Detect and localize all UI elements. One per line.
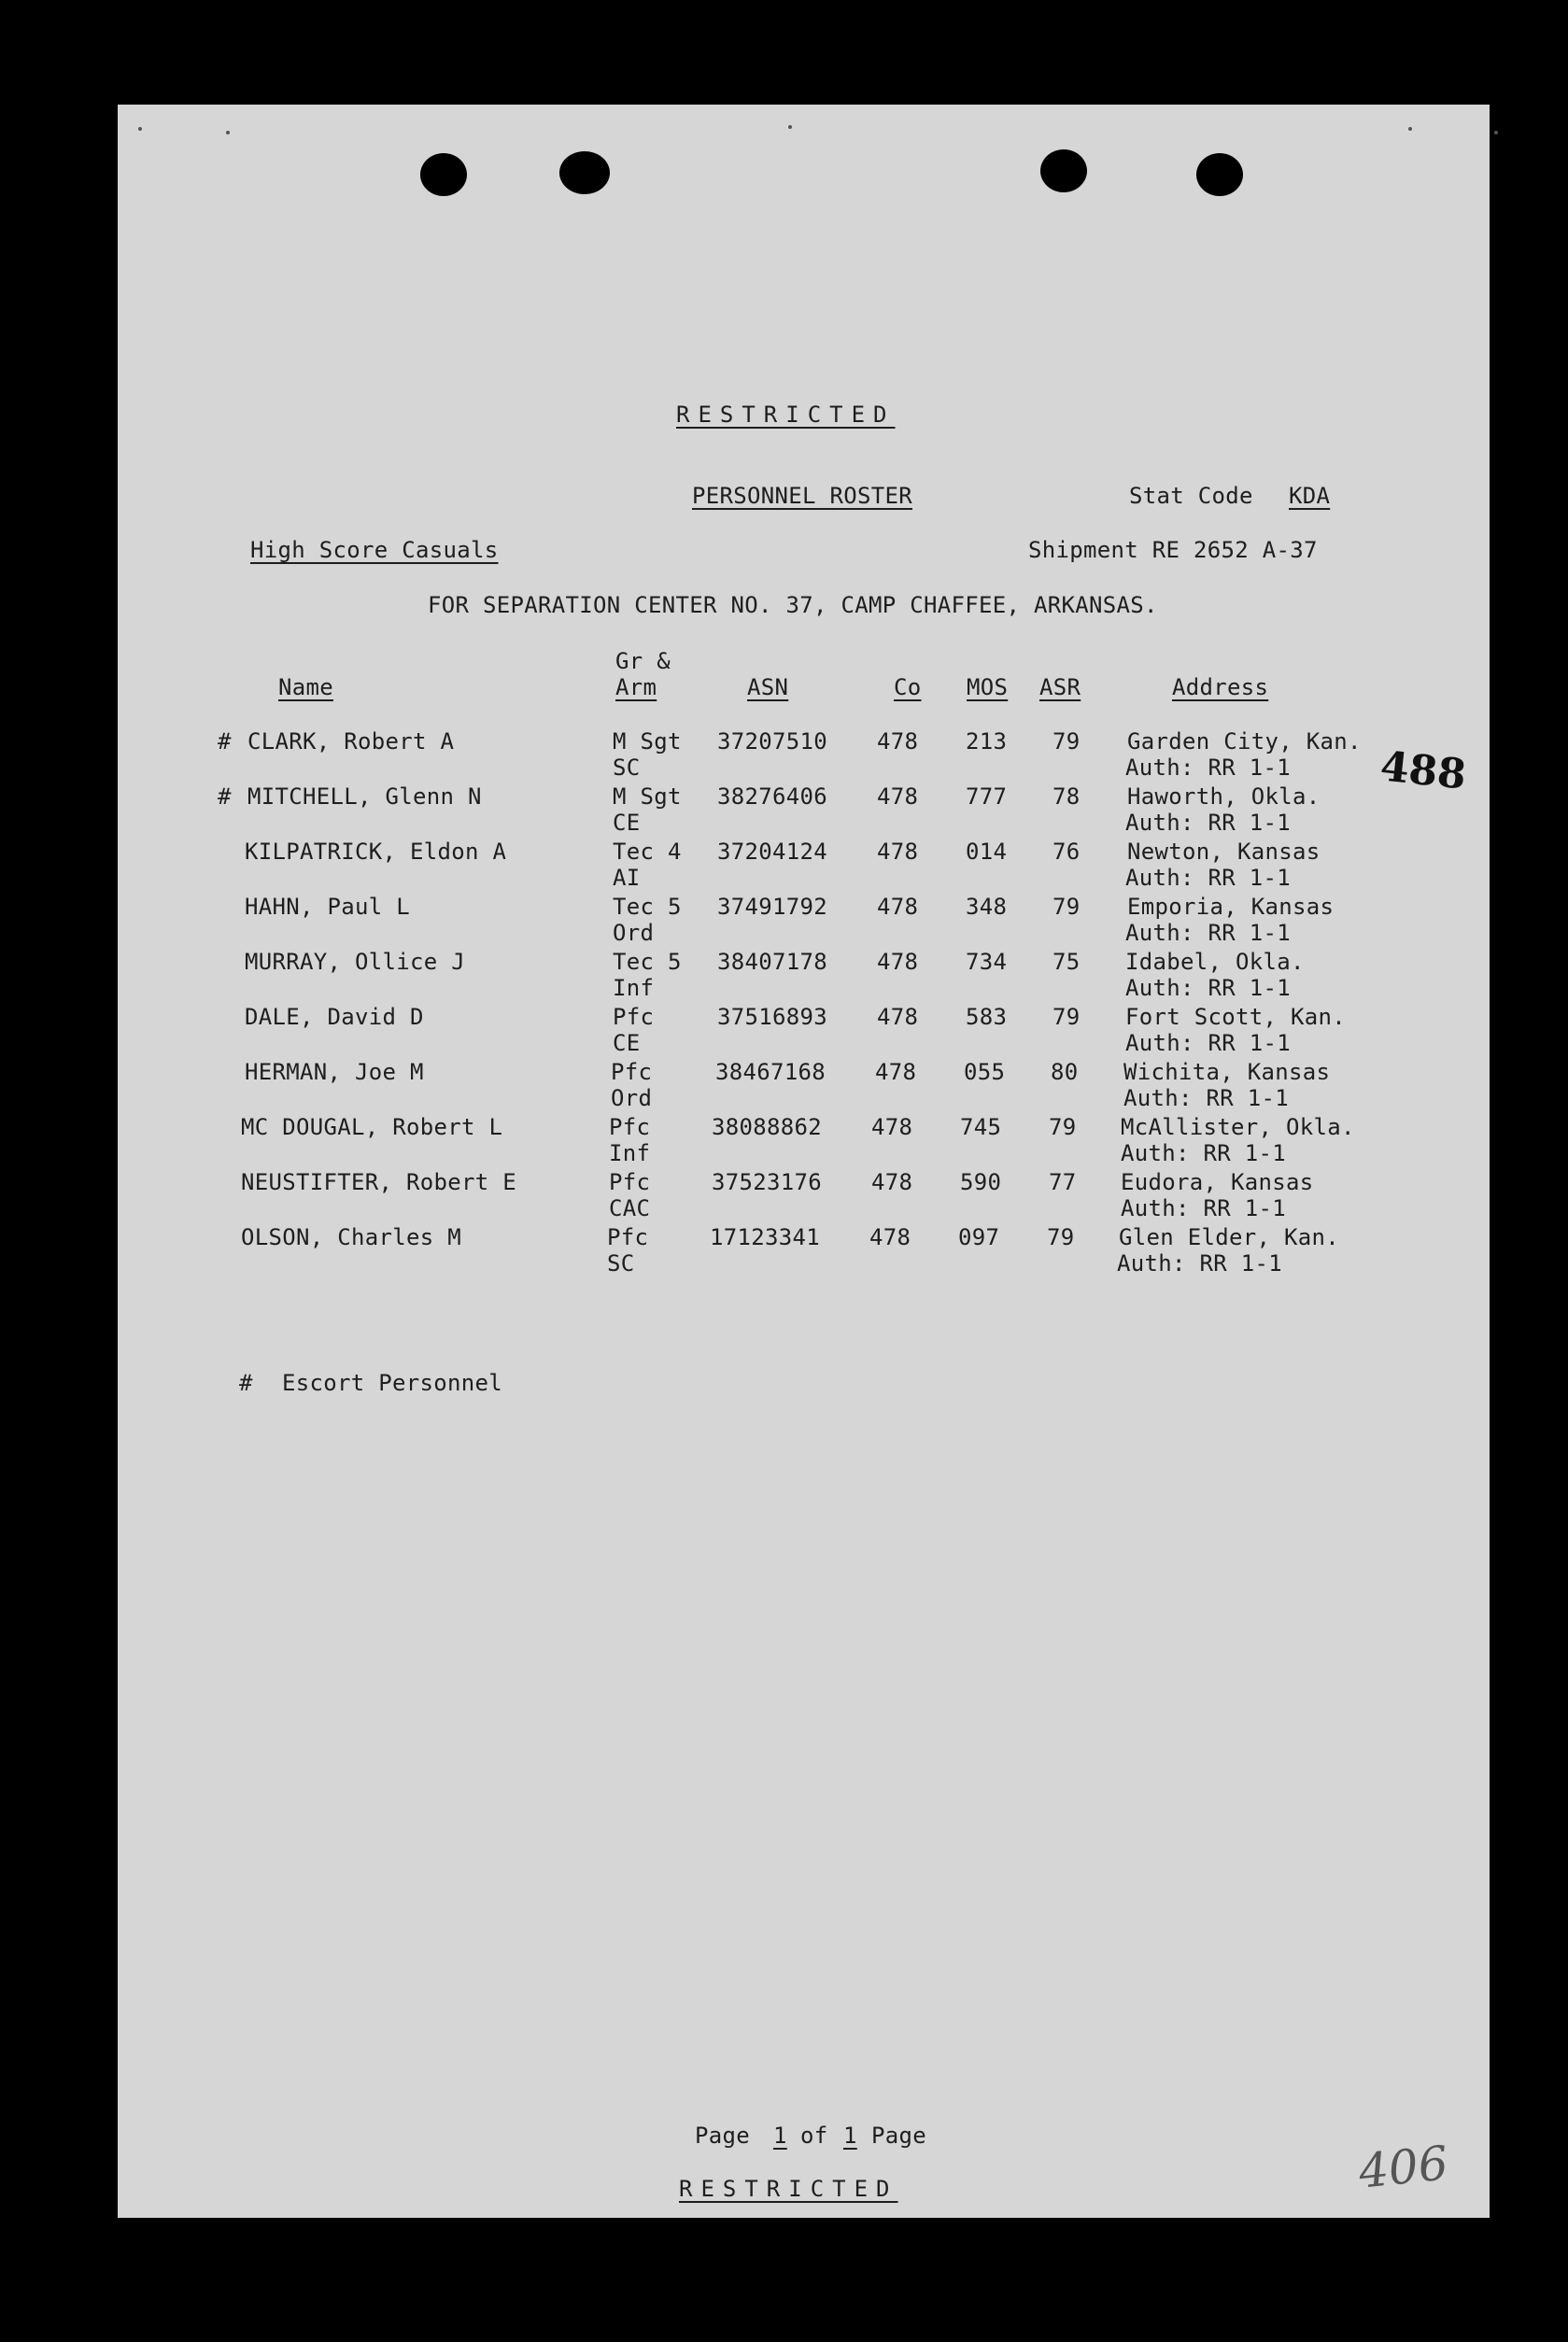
row-asn: 37516893: [717, 1004, 827, 1030]
row-name: CLARK, Robert A: [247, 728, 455, 755]
col-grade-bottom: Arm: [615, 674, 657, 700]
row-asn: 38276406: [717, 783, 827, 810]
row-grade: Tec 5: [613, 894, 682, 920]
punch-hole: [559, 151, 610, 194]
row-arm: CE: [613, 1030, 641, 1056]
row-asn: 37207510: [717, 728, 827, 755]
row-arm: Inf: [609, 1140, 651, 1166]
row-co: 478: [871, 1169, 913, 1195]
row-grade: M Sgt: [613, 783, 682, 810]
row-name: MURRAY, Ollice J: [245, 949, 465, 975]
row-asr: 79: [1049, 1114, 1077, 1140]
row-asr: 79: [1052, 1004, 1081, 1030]
shipment-number: Shipment RE 2652 A-37: [1028, 537, 1318, 563]
row-asn: 37523176: [712, 1169, 822, 1195]
row-name: HAHN, Paul L: [245, 894, 410, 920]
row-grade: M Sgt: [613, 728, 682, 755]
handwritten-page-note: 406: [1356, 2136, 1451, 2199]
row-mos: 745: [960, 1114, 1002, 1140]
page-number: 1: [773, 2123, 787, 2149]
col-name: Name: [278, 674, 333, 700]
row-auth: Auth: RR 1-1: [1117, 1250, 1282, 1277]
row-arm: CE: [613, 810, 641, 836]
row-auth: Auth: RR 1-1: [1123, 1085, 1289, 1111]
row-arm: SC: [607, 1250, 635, 1277]
row-grade: Tec 4: [613, 839, 682, 865]
row-address: Glen Elder, Kan.: [1119, 1224, 1339, 1250]
row-co: 478: [877, 839, 919, 865]
col-co: Co: [894, 674, 922, 700]
of-word: of: [800, 2123, 828, 2149]
speck: [138, 127, 142, 131]
row-co: 478: [877, 1004, 919, 1030]
row-co: 478: [877, 728, 919, 755]
row-arm: SC: [613, 755, 641, 781]
separation-center: FOR SEPARATION CENTER NO. 37, CAMP CHAFFEE, ARKANSAS.: [428, 592, 1158, 618]
row-co: 478: [877, 894, 919, 920]
row-mos: 590: [960, 1169, 1002, 1195]
row-asr: 78: [1052, 783, 1081, 810]
row-mos: 777: [966, 783, 1008, 810]
stat-code-value: KDA: [1289, 483, 1331, 509]
row-asn: 17123341: [710, 1224, 820, 1250]
row-auth: Auth: RR 1-1: [1125, 755, 1291, 781]
speck: [1494, 131, 1498, 134]
row-arm: Ord: [611, 1085, 653, 1111]
row-name: OLSON, Charles M: [241, 1224, 461, 1250]
handwritten-stamp-number: 488: [1377, 742, 1469, 799]
row-auth: Auth: RR 1-1: [1125, 865, 1291, 891]
row-grade: Pfc: [613, 1004, 655, 1030]
row-auth: Auth: RR 1-1: [1125, 920, 1291, 946]
row-auth: Auth: RR 1-1: [1125, 975, 1291, 1001]
speck: [788, 125, 792, 129]
row-asr: 76: [1052, 839, 1081, 865]
classification-top: RESTRICTED: [676, 402, 896, 428]
row-address: Wichita, Kansas: [1123, 1059, 1331, 1085]
row-address: Idabel, Okla.: [1125, 949, 1305, 975]
row-co: 478: [869, 1224, 911, 1250]
row-mos: 734: [966, 949, 1008, 975]
row-asr: 80: [1051, 1059, 1079, 1085]
row-arm: AI: [613, 865, 641, 891]
row-mos: 097: [958, 1224, 1000, 1250]
page-word: Page: [695, 2123, 750, 2149]
row-co: 478: [877, 783, 919, 810]
row-arm: Ord: [613, 920, 655, 946]
punch-hole: [1040, 149, 1087, 192]
row-address: Newton, Kansas: [1127, 839, 1321, 865]
row-name: MITCHELL, Glenn N: [247, 783, 482, 810]
document-title: PERSONNEL ROSTER: [692, 483, 912, 509]
punch-hole: [420, 153, 467, 196]
row-auth: Auth: RR 1-1: [1121, 1140, 1286, 1166]
row-auth: Auth: RR 1-1: [1121, 1195, 1286, 1221]
punch-hole: [1196, 153, 1243, 196]
footnote-text: Escort Personnel: [282, 1370, 502, 1396]
row-name: MC DOUGAL, Robert L: [241, 1114, 503, 1140]
row-mos: 348: [966, 894, 1008, 920]
col-grade-top: Gr &: [615, 648, 671, 674]
speck: [226, 131, 230, 134]
row-asn: 37491792: [717, 894, 827, 920]
stat-code-label: Stat Code: [1129, 483, 1253, 509]
row-asr: 77: [1049, 1169, 1077, 1195]
row-grade: Pfc: [611, 1059, 653, 1085]
row-mos: 055: [964, 1059, 1006, 1085]
row-asr: 79: [1047, 1224, 1075, 1250]
row-name: HERMAN, Joe M: [245, 1059, 424, 1085]
row-address: Fort Scott, Kan.: [1125, 1004, 1346, 1030]
row-grade: Pfc: [607, 1224, 649, 1250]
row-address: Haworth, Okla.: [1127, 783, 1321, 810]
col-address: Address: [1172, 674, 1269, 700]
footnote-mark: #: [239, 1370, 253, 1396]
escort-mark: #: [218, 728, 232, 755]
row-mos: 583: [966, 1004, 1008, 1030]
col-asn: ASN: [747, 674, 789, 700]
group-title: High Score Casuals: [250, 537, 499, 563]
row-arm: CAC: [609, 1195, 651, 1221]
row-co: 478: [875, 1059, 917, 1085]
speck: [1408, 127, 1412, 131]
row-asn: 38088862: [712, 1114, 822, 1140]
row-grade: Tec 5: [613, 949, 682, 975]
row-mos: 213: [966, 728, 1008, 755]
row-mos: 014: [966, 839, 1008, 865]
row-name: DALE, David D: [245, 1004, 424, 1030]
row-auth: Auth: RR 1-1: [1125, 810, 1291, 836]
row-co: 478: [871, 1114, 913, 1140]
row-address: McAllister, Okla.: [1121, 1114, 1355, 1140]
row-asr: 79: [1052, 894, 1081, 920]
row-address: Garden City, Kan.: [1127, 728, 1362, 755]
row-asr: 79: [1052, 728, 1081, 755]
col-asr: ASR: [1039, 674, 1081, 700]
page-total: 1: [843, 2123, 857, 2149]
row-auth: Auth: RR 1-1: [1125, 1030, 1291, 1056]
row-arm: Inf: [613, 975, 655, 1001]
row-name: NEUSTIFTER, Robert E: [241, 1169, 516, 1195]
row-grade: Pfc: [609, 1169, 651, 1195]
col-mos: MOS: [967, 674, 1009, 700]
row-asn: 37204124: [717, 839, 827, 865]
classification-bottom: RESTRICTED: [679, 2176, 898, 2202]
row-asn: 38467168: [715, 1059, 826, 1085]
row-address: Eudora, Kansas: [1121, 1169, 1314, 1195]
row-address: Emporia, Kansas: [1127, 894, 1335, 920]
row-co: 478: [877, 949, 919, 975]
row-name: KILPATRICK, Eldon A: [245, 839, 507, 865]
row-asr: 75: [1052, 949, 1081, 975]
row-grade: Pfc: [609, 1114, 651, 1140]
page-word-trailing: Page: [871, 2123, 926, 2149]
row-asn: 38407178: [717, 949, 827, 975]
escort-mark: #: [218, 783, 232, 810]
